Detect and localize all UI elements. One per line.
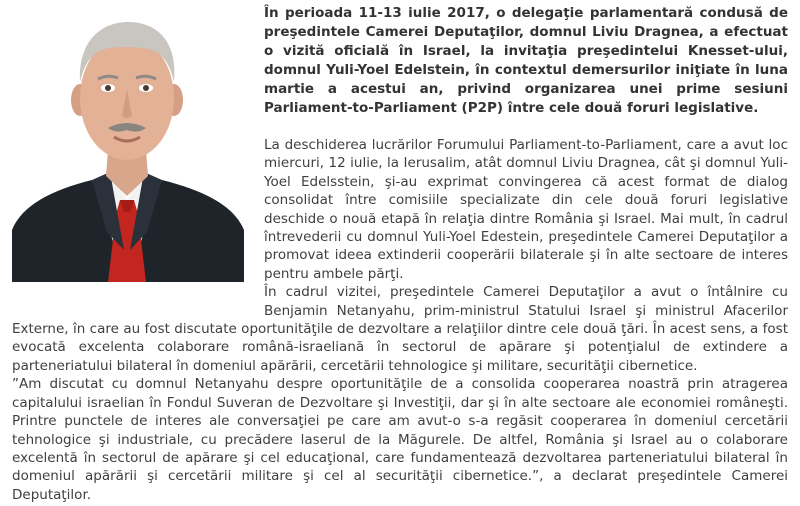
lead-paragraph: În perioada 11-13 iulie 2017, o delegaţie parlamentară condusă de preşedintele Camerei Deputaţilor, domnul Liviu Dragnea, a efectuat o vizită oficială în Israel, la invitaţia preşedintelui Knesset-ului, domnul Yuli-Yoel Edelstein, în contextul demersurilor iniţiate în luna martie a acestui an, privind organizarea unei prime sesiuni Parliament-to-Parliament (P2P) între cele două foruri legislative. — [264, 5, 788, 116]
article-paragraph: ”Am discutat cu domnul Netanyahu despre oportunităţile de a consolida cooperarea noastră prin atragerea capitalului israelian în Fondul Suveran de Dezvoltare şi Investiţii, dar şi în alte sectoare ale economiei româneşti. Printre punctele de interes ale conversaţiei pe care am avut-o s-a regăsit cooperarea în domeniul cercetării tehnologice şi industriale, cu precădere laserul de la Măgurele. De altfel, România şi Israel au o colaborare excelentă în sectorul de apărare şi cel educaţional, care fundamentează dezvoltarea parteneriatului bilateral în domeniul apărării şi cercetării militare şi cel al securităţii cibernetice.”, a declarat preşedintele Camerei Deputaţilor. — [12, 376, 788, 503]
image-wrap-spacer — [12, 136, 264, 320]
article-body — [12, 136, 788, 504]
article-paragraph: În cadrul vizitei, preşedintele Camerei Deputaţilor a avut o întâlnire cu Benjamin Netanyahu, prim-ministrul Statului Israel şi ministrul Afacerilor Externe, în care au fost discutate oportunităţile de dezvoltare a relaţiilor dintre cele două ţări. În acest sens, a fost evocată excelenta colaborare română-israeliană în sectorul de apărare şi potenţialul de extindere a parteneriatului bilateral în domeniul apărării, cercetării tehnologice şi militare, securităţii cibernetice. — [12, 284, 788, 374]
article-paragraph: La deschiderea lucrărilor Forumului Parliament-to-Parliament, care a avut loc miercuri, 12 iulie, la Ierusalim, atât domnul Liviu Dragnea, cât şi domnul Yuli-Yoel Edelsstein, şi-au exprimat convingerea că acest format de dialog consolidat între comisiile specializate din cele două foruri legislative deschide o nouă etapă în relaţia dintre România şi Israel. Mai mult, în cadrul întrevederii cu domnul Yuli-Yoel Edestein, preşedintele Camerei Deputaţilor a promovat ideea extinderii cooperării bilaterale şi în alte sectoare de interes pentru ambele părţi. — [264, 137, 788, 282]
